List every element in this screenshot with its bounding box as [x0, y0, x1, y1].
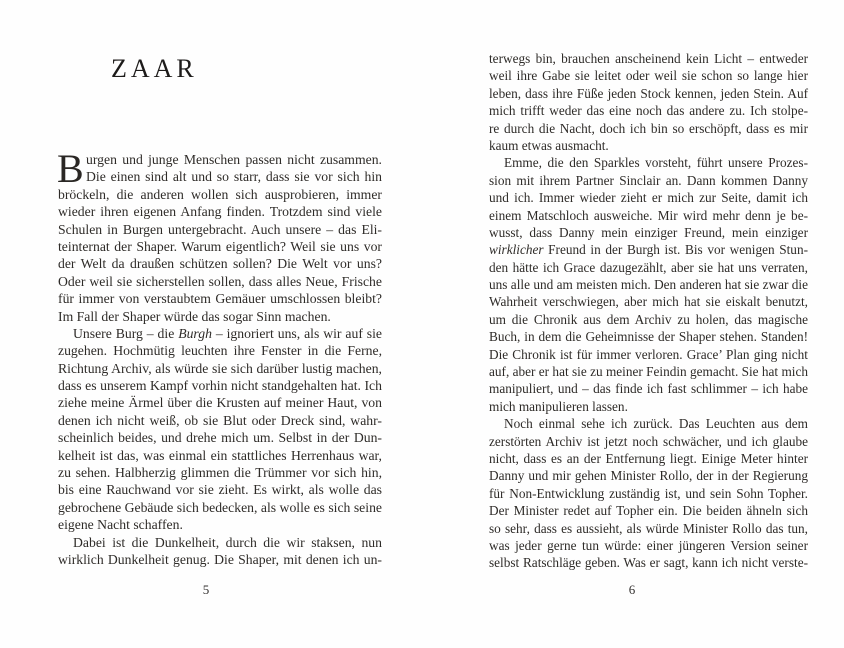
text-line: terwegs bin, brauchen anscheinend kein Licht – entweder [489, 51, 808, 66]
text-line: scheinlich beides, und drehe mich um. Selbst in der Dun- [58, 430, 382, 446]
page-number-left: 5 [202, 582, 210, 597]
text-line: dass es unserem Kampf vorhin nicht standgehalten hat. Ich [58, 378, 382, 394]
text-line: Der Minister redet auf Topher ein. Die beiden ähneln sich [489, 503, 808, 519]
text-line: wusst, dass Danny mein einziger Freund, mein einziger [489, 224, 808, 240]
text-line: wirklicher Freund in der Burgh ist. Bis vor wenigen Stun- [489, 242, 808, 258]
text-line: um die Chronik aus dem Archiv zu holen, das magische [489, 311, 808, 327]
text-line: bröckeln, die anderen wollen sich ausprobieren, immer [58, 186, 382, 202]
drop-cap: B [57, 146, 84, 191]
text-line: sion mit ihrem Partner Sinclair an. Dann kommen Danny [489, 172, 808, 188]
text-line: bis eine Rauchwand vor sie zieht. Es wirkt, als wolle das [58, 482, 382, 498]
text-line: der Welt da draußen schützen sollen? Die Welt vor uns? [58, 256, 382, 272]
left-page-text [57, 146, 383, 568]
page-number-right: 6 [628, 582, 636, 597]
text-line: Im Fall der Shaper würde das sogar Sinn machen. [58, 308, 331, 324]
text-line: zu sehen. Halbherzig glimmen die Trümmer vor sich hin, [58, 465, 382, 481]
text-line: selbst Ratschläge geben. Was er sagt, kann ich nicht verste- [489, 555, 808, 571]
text-line: Richtung Archiv, als würde sie sich darüber lustig machen, [58, 360, 382, 376]
text-line: Unsere Burg – die Burgh – ignoriert uns, als wir auf sie [73, 325, 383, 341]
text-line: den hätte ich Grace dazugezählt, aber sie hat uns verraten, [489, 259, 808, 275]
text-line: Die Chronik ist für immer verloren. Grace’ Plan ging nicht [489, 346, 808, 362]
text-line: zugehen. Hochmütig leuchten ihre Fenster in die Ferne, [58, 343, 382, 359]
text-line: urgen und junge Menschen passen nicht zusammen. [86, 152, 382, 167]
text-line: gebrochene Gebäude sich bedecken, als wolle es sich seine [58, 499, 382, 515]
text-line: weil ihre Gabe sie leitet oder weil sie schon so lange hier [489, 68, 808, 84]
text-line: auf, aber er hat sie zu meiner Feindin gemacht. Sie hat mich [489, 364, 808, 380]
text-line: was jeder gerne tun würde: einer jüngeren Version seiner [489, 537, 808, 553]
text-line: Buch, in dem die Geheimnisse der Shaper stehen. Standen! [489, 329, 808, 345]
text-line: wirklich Dunkelheit genug. Die Shaper, mit denen ich un- [58, 551, 382, 567]
text-line: ziehe meine Ärmel über die Krusten auf meiner Haut, von [58, 395, 382, 411]
text-line: Schulen in Burgen untergebracht. Auch unsere – das Eli- [58, 221, 382, 237]
right-page-text [489, 50, 808, 572]
text-line: so sehr, dass es aussieht, als würde Minister Rollo das tun, [489, 520, 808, 536]
text-line: einem Matschloch ausweiche. Mir wird mehr denn je be- [489, 207, 808, 223]
text-line: mich manipulieren lassen. [489, 398, 628, 414]
text-line: Noch einmal sehe ich zurück. Das Leuchten aus dem [504, 416, 808, 432]
text-line: manipuliert, und – das finde ich fast schlimmer – ich habe [489, 381, 808, 397]
chapter-title: ZAAR [111, 54, 198, 83]
text-line: Oder weil sie sicherstellen sollen, dass alles Neue, Frische [58, 273, 382, 289]
text-line: für immer von verstaubtem Gemäuer umschlossen bleibt? [58, 291, 382, 307]
text-line: mich trifft weder das eine noch das andere zu. Ich stolpe- [489, 103, 808, 119]
text-line: kelheit ist das, was einmal ein stattliches Herrenhaus war, [58, 447, 382, 463]
text-line: Dabei ist die Dunkelheit, durch die wir staksen, nun [73, 534, 382, 550]
text-line: teinternat der Shaper. Warum eigentlich? Weil sie uns vor [58, 238, 382, 254]
text-line: denen ich nicht weiß, ob sie Blut oder Dreck sind, wahr- [58, 412, 382, 428]
text-line: nicht, dass es an der Entfernung liegt. Einige Meter hinter [489, 450, 808, 466]
text-line: Die einen sind alt und so starr, dass sie vor sich hin [86, 169, 382, 185]
text-line: uns alle und am meisten mich. Den anderen hat sie zwar die [489, 277, 808, 293]
text-line: re durch die Nacht, doch ich bin so erschöpft, dass es mir [489, 120, 808, 136]
text-line: Danny und mir gehen Minister Rollo, der in der Regierung [489, 468, 808, 484]
text-line: eigene Nacht schaffen. [58, 517, 183, 533]
text-line: und ich. Immer wieder zieht er mich zur Seite, damit ich [489, 190, 808, 206]
text-line: Wahrheit verschwiegen, aber mich hat sie eiskalt benutzt, [489, 294, 808, 310]
text-line: Emme, die den Sparkles vorsteht, führt unsere Prozes- [504, 155, 808, 171]
text-line: zerstörten Archiv ist jetzt noch schwächer, und ich glaube [489, 433, 808, 449]
text-line: leben, dass ihre Füße jeden Stock kennen, jeden Stein. Auf [489, 85, 808, 101]
text-line: kaum etwas ausmacht. [489, 137, 609, 153]
text-line: wieder ihren eigenen Anfang finden. Trotzdem sind viele [58, 204, 382, 220]
text-line: für Non-Entwicklung zuständig ist, und sein Sohn Topher. [489, 485, 808, 501]
